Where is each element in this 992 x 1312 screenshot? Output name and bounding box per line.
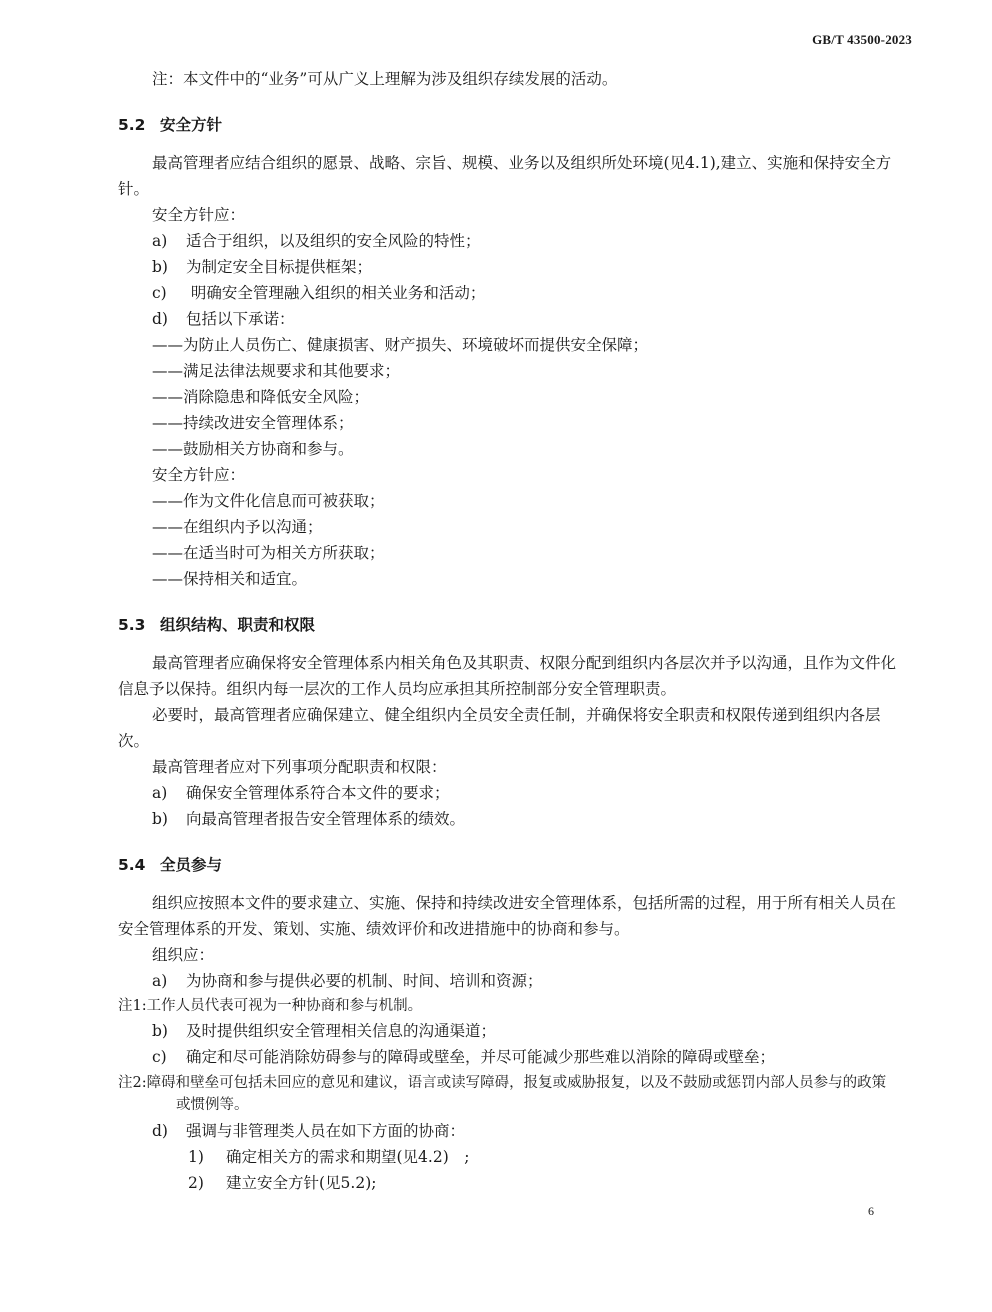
dash-item: ——在适当时可为相关方所获取； bbox=[152, 544, 385, 562]
sub-list-item bbox=[118, 1144, 898, 1170]
document-body bbox=[118, 66, 898, 1196]
page-number: 6 bbox=[868, 1204, 874, 1218]
list-item-text: 确定相关方的需求和期望(见4.2) ; bbox=[226, 1148, 470, 1166]
paragraph: 最高管理者应结合组织的愿景、战略、宗旨、规模、业务以及组织所处环境(见4.1),建立、实施和保持安全方针。 bbox=[118, 154, 892, 198]
section-number: 5.3 bbox=[118, 616, 146, 634]
list-intro: 组织应： bbox=[152, 946, 215, 964]
list-intro: 最高管理者应对下列事项分配职责和权限： bbox=[152, 758, 447, 776]
list-marker: d) bbox=[152, 310, 168, 328]
standard-id: GB/T 43500-2023 bbox=[812, 32, 912, 47]
paragraph: 最高管理者应确保将安全管理体系内相关角色及其职责、权限分配到组织内各层次并予以沟通，且作为文件化信息予以保持。组织内每一层次的工作人员均应承担其所控制部分安全管理职责。 bbox=[118, 654, 897, 698]
section-5-3-heading bbox=[118, 612, 898, 638]
dash-item: ——满足法律法规要求和其他要求； bbox=[152, 362, 401, 380]
list-marker: b) bbox=[152, 810, 168, 828]
list-marker: d) bbox=[152, 1122, 168, 1140]
list-marker: b) bbox=[152, 258, 168, 276]
dash-item: ——在组织内予以沟通； bbox=[152, 518, 323, 536]
list-marker: a) bbox=[152, 972, 168, 990]
dash-item: ——消除隐患和降低安全风险； bbox=[152, 388, 370, 406]
list-marker: c) bbox=[152, 1048, 167, 1066]
dash-item: ——保持相关和适宜。 bbox=[152, 570, 308, 588]
note-2: 注2:障碍和壁垒可包括未回应的意见和建议，语言或读写障碍，报复或威胁报复，以及不鼓励或惩罚内部人员参与的政策或惯例等。 bbox=[118, 1075, 887, 1113]
list-marker: a) bbox=[152, 784, 168, 802]
list-item bbox=[118, 780, 898, 806]
section-number: 5.4 bbox=[118, 856, 146, 874]
list-intro: 安全方针应： bbox=[152, 466, 246, 484]
list-item-text: 及时提供组织安全管理相关信息的沟通渠道； bbox=[186, 1022, 497, 1040]
list-item-text: 为协商和参与提供必要的机制、时间、培训和资源； bbox=[186, 972, 543, 990]
list-item bbox=[118, 1044, 898, 1070]
top-note: 注：本文件中的“业务”可从广义上理解为涉及组织存续发展的活动。 bbox=[152, 70, 618, 88]
paragraph: 组织应按照本文件的要求建立、实施、保持和持续改进安全管理体系，包括所需的过程，用于所有相关人员在安全管理体系的开发、策划、实施、绩效评价和改进措施中的协商和参与。 bbox=[118, 894, 897, 938]
list-item-text: 适合于组织，以及组织的安全风险的特性； bbox=[186, 232, 481, 250]
section-title: 安全方针 bbox=[160, 116, 223, 134]
dash-item: ——持续改进安全管理体系； bbox=[152, 414, 354, 432]
list-item bbox=[118, 806, 898, 832]
list-item bbox=[118, 254, 898, 280]
list-item bbox=[118, 228, 898, 254]
list-item-text: 强调与非管理类人员在如下方面的协商： bbox=[186, 1122, 466, 1140]
list-marker: 2) bbox=[188, 1174, 204, 1192]
dash-item: ——作为文件化信息而可被获取； bbox=[152, 492, 385, 510]
list-item-text: 包括以下承诺： bbox=[186, 310, 295, 328]
list-item bbox=[118, 968, 898, 994]
paragraph: 必要时，最高管理者应确保建立、健全组织内全员安全责任制，并确保将安全职责和权限传递到组织内各层次。 bbox=[118, 706, 881, 750]
list-item bbox=[118, 280, 898, 306]
list-intro: 安全方针应： bbox=[152, 206, 246, 224]
list-marker: 1) bbox=[188, 1148, 204, 1166]
list-item-text: 为制定安全目标提供框架； bbox=[186, 258, 373, 276]
list-item-text: 向最高管理者报告安全管理体系的绩效。 bbox=[186, 810, 466, 828]
list-item-text: 确保安全管理体系符合本文件的要求； bbox=[186, 784, 450, 802]
section-5-4-heading bbox=[118, 852, 898, 878]
list-item bbox=[118, 1118, 898, 1144]
dash-item: ——为防止人员伤亡、健康损害、财产损失、环境破坏而提供安全保障； bbox=[152, 336, 649, 354]
list-marker: c) bbox=[152, 284, 167, 302]
list-item-text: 明确安全管理融入组织的相关业务和活动； bbox=[186, 284, 486, 302]
section-title: 组织结构、职责和权限 bbox=[160, 616, 316, 634]
list-item bbox=[118, 1018, 898, 1044]
section-5-2-heading bbox=[118, 112, 898, 138]
dash-item: ——鼓励相关方协商和参与。 bbox=[152, 440, 354, 458]
note-1: 注1:工作人员代表可视为一种协商和参与机制。 bbox=[118, 998, 423, 1014]
list-item-text: 建立安全方针(见5.2); bbox=[226, 1174, 377, 1192]
list-item-text: 确定和尽可能消除妨碍参与的障碍或壁垒，并尽可能减少那些难以消除的障碍或壁垒； bbox=[186, 1048, 776, 1066]
list-marker: b) bbox=[152, 1022, 168, 1040]
sub-list-item bbox=[118, 1170, 898, 1196]
section-number: 5.2 bbox=[118, 116, 146, 134]
list-marker: a) bbox=[152, 232, 168, 250]
section-title: 全员参与 bbox=[160, 856, 223, 874]
list-item bbox=[118, 306, 898, 332]
